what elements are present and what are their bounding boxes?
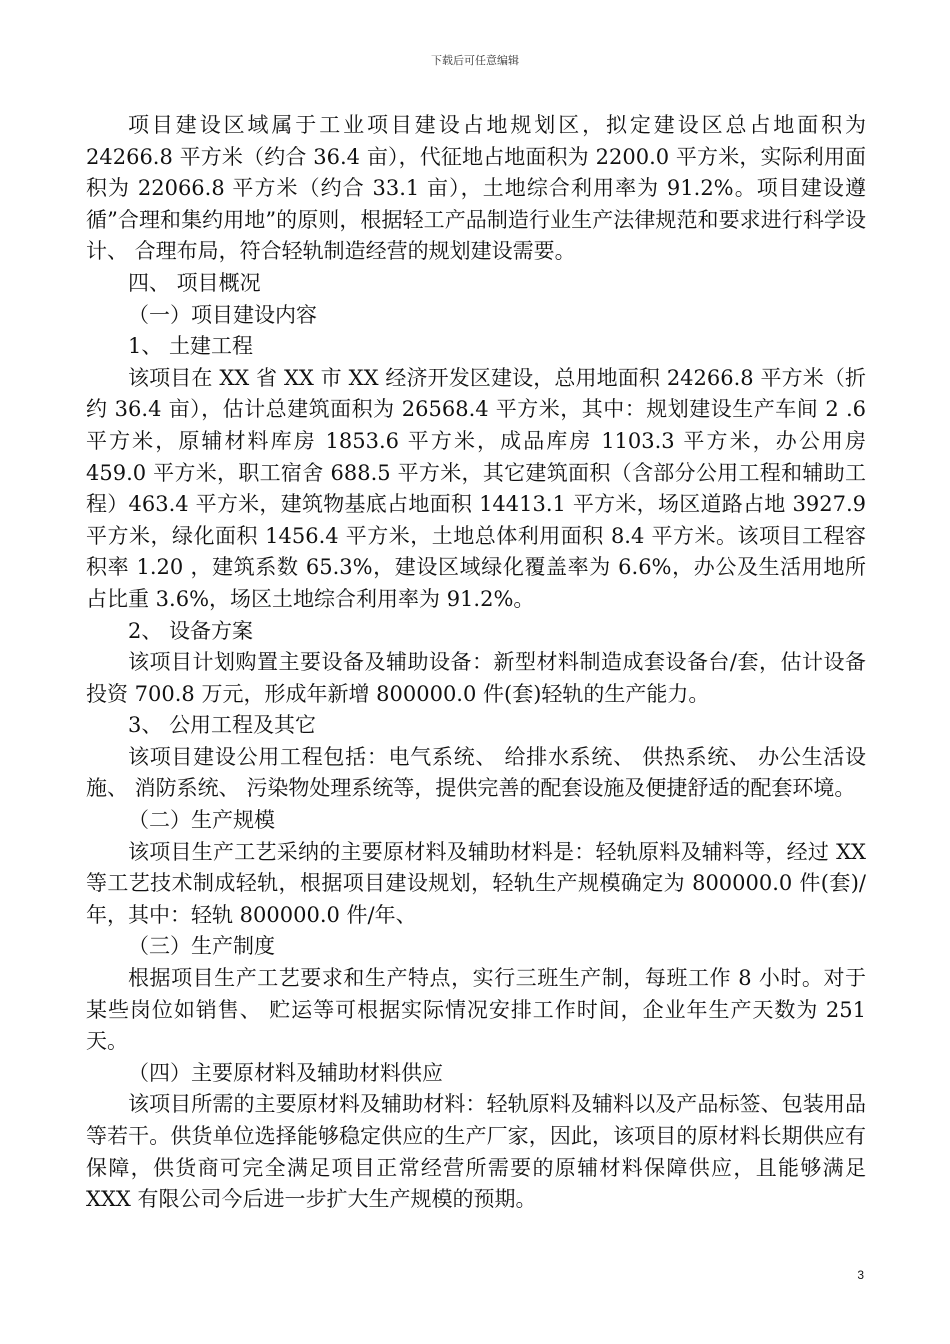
page-header: 下载后可任意编辑 [431, 54, 519, 67]
item-heading-civil-works: 1、 土建工程 [128, 334, 254, 359]
subsection-heading-production-system: （三）生产制度 [128, 934, 275, 959]
subsection-heading-construction-content: （一）项目建设内容 [128, 302, 317, 327]
intro-paragraph: 项目建设区域属于工业项目建设占地规划区，拟定建设区总占地面积为 24266.8 平方米（约合 36.4 亩），代征地占地面积为 2200.0 平方米，实际利用面积为 22066.8 平方米（约合 33.1 亩），土地综合利用率为 91.2%。项目建设遵循”合理和集约用地”的原则，根据轻工产品制造行业生产法律规范和要求进行科学设计、 合理布局，符合轻轨制造经营的规划建设需要。 [86, 113, 866, 264]
production-scale-paragraph: 该项目生产工艺采纳的主要原材料及辅助材料是：轻轨原料及辅料等，经过 XX 等工艺技术制成轻轨，根据项目建设规划，轻轨生产规模确定为 800000.0 件(套)/年，其中：轻轨 800000.0 件/年、 [86, 839, 866, 927]
subsection-heading-production-scale: （二）生产规模 [128, 808, 275, 833]
section-heading-project-overview: 四、 项目概况 [128, 270, 261, 295]
document-body [86, 110, 866, 1216]
subsection-heading-materials-supply: （四）主要原材料及辅助材料供应 [128, 1060, 443, 1085]
utilities-paragraph: 该项目建设公用工程包括：电气系统、 给排水系统、 供热系统、 办公生活设施、 消防系统、 污染物处理系统等，提供完善的配套设施及便捷舒适的配套环境。 [86, 744, 866, 801]
item-heading-utilities: 3、 公用工程及其它 [128, 713, 317, 738]
materials-supply-paragraph: 该项目所需的主要原材料及辅助材料：轻轨原料及辅料以及产品标签、包装用品等若干。供货单位选择能够稳定供应的生产厂家，因此，该项目的原材料长期供应有保障，供货商可完全满足项目正常经营所需要的原辅材料保障供应，且能够满足 XXX 有限公司今后进一步扩大生产规模的预期。 [86, 1092, 866, 1212]
production-system-paragraph: 根据项目生产工艺要求和生产特点，实行三班生产制，每班工作 8 小时。对于某些岗位如销售、 贮运等可根据实际情况安排工作时间，企业年生产天数为 251 天。 [86, 966, 866, 1054]
item-heading-equipment: 2、 设备方案 [128, 618, 254, 643]
civil-works-paragraph: 该项目在 XX 省 XX 市 XX 经济开发区建设，总用地面积 24266.8 平方米（折约 36.4 亩），估计总建筑面积为 26568.4 平方米，其中：规划建设生产车间 2 .6 平方米，原辅材料库房 1853.6 平方米，成品库房 1103.3 平方米，办公用房 459.0 平方米，职工宿舍 688.5 平方米，其它建筑面积（含部分公用工程和辅助工程）463.4 平方米，建筑物基底占地面积 14413.1 平方米，场区道路占地 3927.9 平方米，绿化面积 1456.4 平方米，土地总体利用面积 8.4 平方米。该项目工程容积率 1.20 ，建筑系数 65.3%，建设区域绿化覆盖率为 6.6%，办公及生活用地所占比重 3.6%，场区土地综合利用率为 91.2%。 [86, 365, 866, 611]
equipment-paragraph: 该项目计划购置主要设备及辅助设备：新型材料制造成套设备台/套，估计设备投资 700.8 万元，形成年新增 800000.0 件(套)轻轨的生产能力。 [86, 650, 866, 706]
page-number: 3 [857, 1268, 864, 1282]
